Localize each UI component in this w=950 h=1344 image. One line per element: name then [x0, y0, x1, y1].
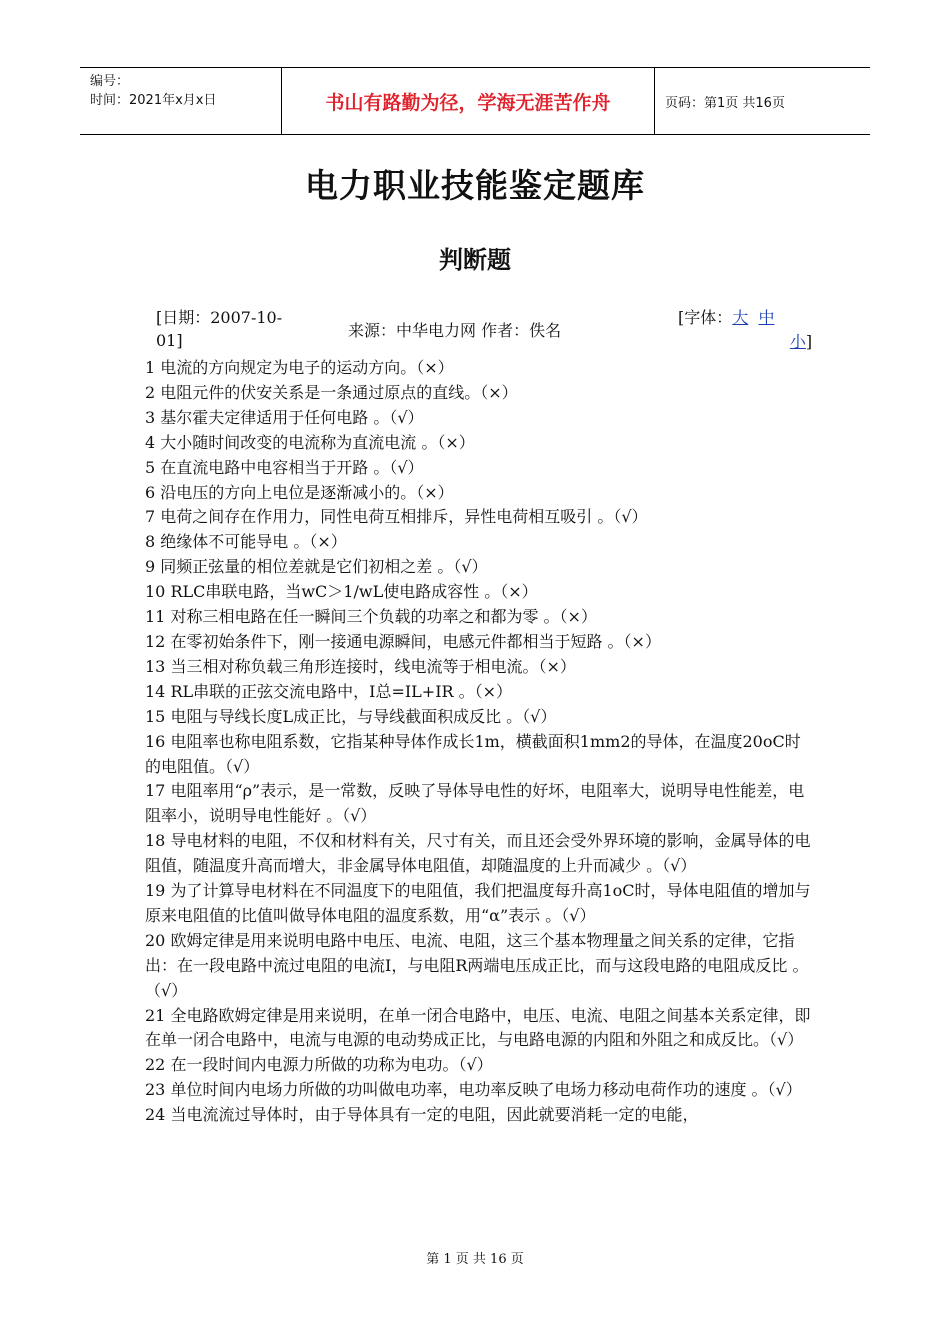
question-item: 12 在零初始条件下，刚一接通电源瞬间，电感元件都相当于短路 。（×） — [145, 631, 661, 651]
font-medium-link[interactable]: 中 — [758, 308, 775, 327]
font-size-suffix: ] — [805, 332, 813, 351]
header-motto: 书山有路勤为径，学海无涯苦作舟 — [282, 68, 655, 134]
question-item: 16 电阻率也称电阻系数，它指某种导体作成长1m，横截面积1mm2的导体，在温度20oC时的电阻值。（√） — [145, 731, 801, 776]
header-page-label: 页码：第1页 共16页 — [665, 95, 785, 111]
question-item: 21 全电路欧姆定律是用来说明，在单一闭合电路中，电压、电流、电阻之间基本关系定律，即在单一闭合电路中，电流与电源的电动势成正比，与电路电源的内阻和外阻之和成反比。（√） — [145, 1005, 811, 1050]
article-source-author: 来源：中华电力网 作者：佚名 — [348, 321, 562, 340]
question-item: 14 RL串联的正弦交流电路中，I总=IL+IR 。（×） — [145, 681, 513, 701]
font-size-prefix: [字体： — [678, 308, 733, 327]
article-date: [日期：2007-10-01] — [156, 308, 283, 350]
question-item: 18 导电材料的电阻，不仅和材料有关，尺寸有关，而且还会受外界环境的影响，金属导体的电阻值，随温度升高而增大，非金属导体电阻值，却随温度的上升而减少 。（√） — [145, 831, 811, 876]
document-title: 电力职业技能鉴定题库 — [305, 166, 645, 205]
question-item: 10 RLC串联电路，当wC＞1/wL使电路成容性 。（×） — [145, 582, 538, 602]
question-item: 11 对称三相电路在任一瞬间三个负载的功率之和都为零 。（×） — [145, 607, 597, 627]
question-item: 2 电阻元件的伏安关系是一条通过原点的直线。（×） — [145, 382, 518, 402]
header-table — [80, 67, 870, 135]
question-item: 4 大小随时间改变的电流称为直流电流 。（×） — [145, 432, 475, 452]
question-item: 13 当三相对称负载三角形连接时，线电流等于相电流。（×） — [145, 656, 576, 676]
question-item: 3 基尔霍夫定律适用于任何电路 。（√） — [145, 407, 424, 427]
question-item: 9 同频正弦量的相位差就是它们初相之差 。（√） — [145, 557, 488, 577]
font-small-link[interactable]: 小 — [789, 332, 806, 351]
question-item: 8 绝缘体不可能导电 。（×） — [145, 532, 347, 552]
header-left-cell — [80, 68, 282, 134]
font-large-link[interactable]: 大 — [732, 308, 749, 327]
document-number-label: 编号： — [90, 74, 130, 89]
question-item: 15 电阻与导线长度L成正比，与导线截面积成反比 。（√） — [145, 706, 557, 726]
question-item: 1 电流的方向规定为电子的运动方向。（×） — [145, 358, 454, 377]
question-item: 23 单位时间内电场力所做的功叫做电功率，电功率反映了电场力移动电荷作功的速度 。（√） — [145, 1080, 802, 1100]
question-item: 17 电阻率用“ρ”表示，是一常数，反映了导体导电性的好坏，电阻率大，说明导电性能差，电阻率小，说明导电性能好 。（√） — [145, 781, 805, 826]
question-item: 7 电荷之间存在作用力，同性电荷互相排斥，异性电荷相互吸引 。（√） — [145, 507, 648, 527]
document-subtitle: 判断题 — [439, 246, 511, 274]
font-size-selector — [678, 306, 813, 354]
question-item: 24 当电流流过导体时，由于导体具有一定的电阻，因此就要消耗一定的电能， — [145, 1105, 699, 1125]
document-time-label: 时间：2021年x月x日 — [90, 93, 217, 108]
article-meta — [150, 306, 813, 354]
page-footer: 第 1 页 共 16 页 — [426, 1252, 524, 1267]
question-item: 19 为了计算导电材料在不同温度下的电阻值，我们把温度每升高1oC时，导体电阻值的增加与原来电阻值的比值叫做导体电阻的温度系数，用“α”表示 。（√） — [145, 881, 811, 925]
question-item: 5 在直流电路中电容相当于开路 。（√） — [145, 457, 424, 477]
question-item: 6 沿电压的方向上电位是逐渐减小的。（×） — [145, 482, 454, 502]
question-list — [145, 356, 815, 1128]
question-item: 22 在一段时间内电源力所做的功称为电功。（√） — [145, 1055, 493, 1075]
question-item: 20 欧姆定律是用来说明电路中电压、电流、电阻，这三个基本物理量之间关系的定律，它指出：在一段电路中流过电阻的电流I，与电阻R两端电压成正比，而与这段电路的电阻成反比 。（√） — [145, 930, 809, 1000]
